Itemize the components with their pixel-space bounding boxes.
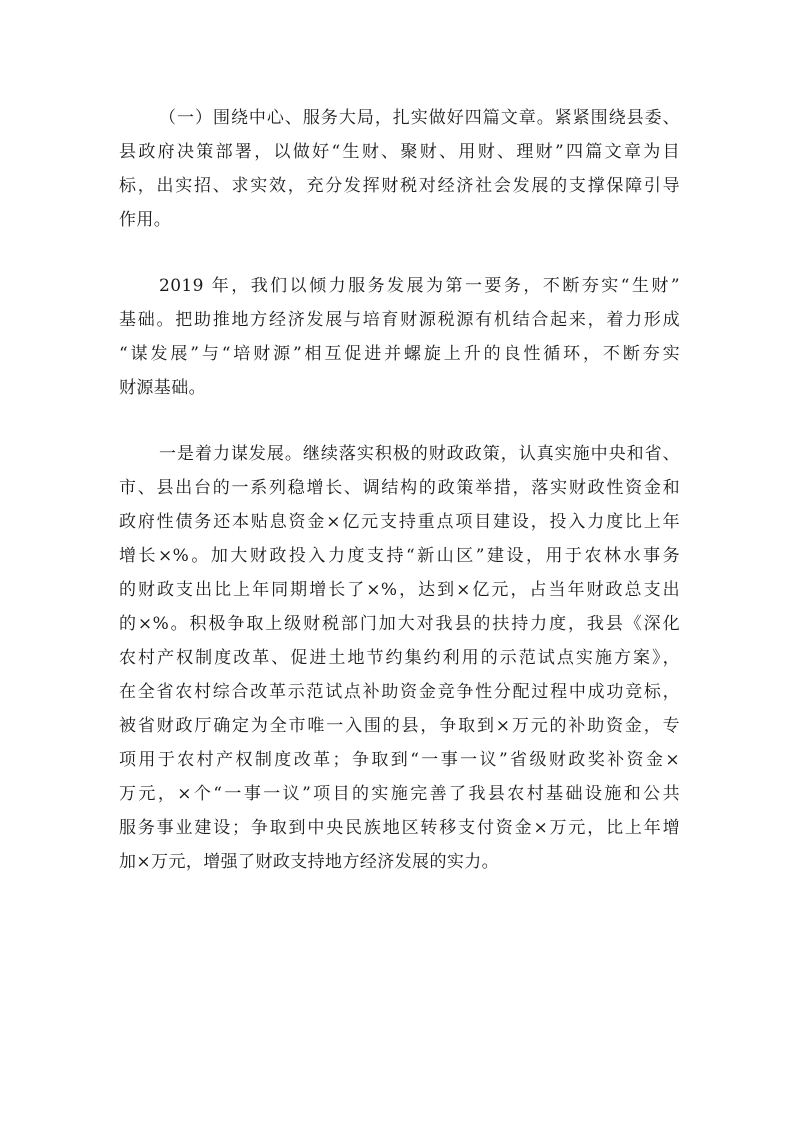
paragraph-line: 项用于农村产权制度改革；争取到“一事一议”省级财政奖补资金× [119, 750, 680, 770]
paragraph-spacer [119, 405, 680, 437]
paragraph-line: 政府性债务还本贴息资金×亿元支持重点项目建设，投入力度比上年 [119, 512, 680, 532]
paragraph-2 [119, 269, 680, 405]
paragraph-line: 在全省农村综合改革示范试点补助资金竞争性分配过程中成功竞标， [119, 682, 680, 702]
paragraph-line: 农村产权制度改革、促进土地节约集约利用的示范试点实施方案》， [119, 648, 680, 668]
paragraph-line: 作用。 [119, 210, 172, 230]
paragraph-line: 万元，×个“一事一议”项目的实施完善了我县农村基础设施和公共 [119, 784, 680, 804]
paragraph-line: （一）围绕中心、服务大局，扎实做好四篇文章。紧紧围绕县委、 [159, 108, 680, 128]
paragraph-line: 县政府决策部署，以做好“生财、聚财、用财、理财”四篇文章为目 [119, 142, 680, 162]
document-body [119, 101, 680, 879]
paragraph-line: 加×万元，增强了财政支持地方经济发展的实力。 [119, 852, 500, 872]
paragraph-line: 标，出实招、求实效，充分发挥财税对经济社会发展的支撑保障引导 [119, 176, 680, 196]
paragraph-3 [119, 437, 680, 879]
paragraph-line: 被省财政厅确定为全市唯一入围的县，争取到×万元的补助资金，专 [119, 716, 680, 736]
paragraph-line: “谋发展”与“培财源”相互促进并螺旋上升的良性循环，不断夯实 [119, 344, 680, 364]
paragraph-1 [119, 101, 680, 237]
paragraph-line: 2019 年，我们以倾力服务发展为第一要务，不断夯实“生财” [159, 276, 680, 296]
paragraph-spacer [119, 237, 680, 269]
paragraph-line: 财源基础。 [119, 378, 206, 398]
paragraph-line: 服务事业建设；争取到中央民族地区转移支付资金×万元，比上年增 [119, 818, 680, 838]
paragraph-line: 市、县出台的一系列稳增长、调结构的政策举措，落实财政性资金和 [119, 478, 680, 498]
paragraph-line: 一是着力谋发展。继续落实积极的财政政策，认真实施中央和省、 [159, 444, 680, 464]
paragraph-line: 的财政支出比上年同期增长了×%，达到×亿元，占当年财政总支出 [119, 580, 680, 600]
paragraph-line: 的×%。积极争取上级财税部门加大对我县的扶持力度，我县《深化 [119, 614, 680, 634]
paragraph-line: 基础。把助推地方经济发展与培育财源税源有机结合起来，着力形成 [119, 310, 680, 330]
paragraph-line: 增长×%。加大财政投入力度支持“新山区”建设，用于农林水事务 [119, 546, 680, 566]
